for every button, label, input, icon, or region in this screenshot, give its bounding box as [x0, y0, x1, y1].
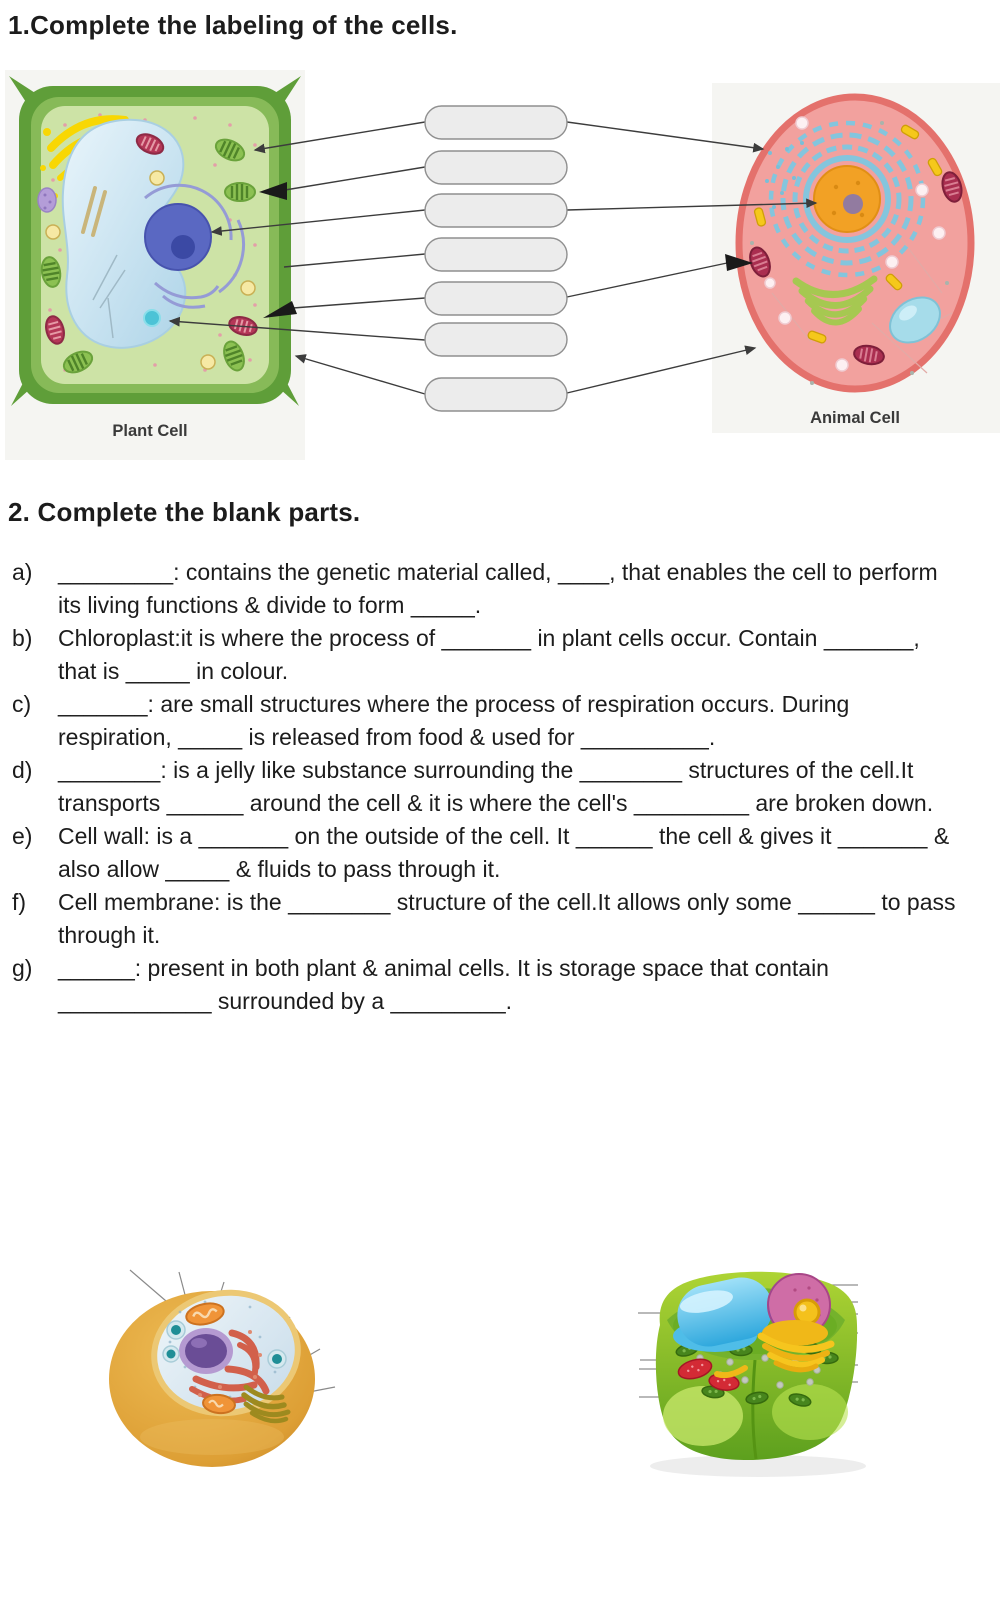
question-d	[12, 754, 964, 820]
answer-boxes	[425, 106, 567, 411]
question-text[interactable]: _________: contains the genetic material called, ____, that enables the cell to perform its living functions & divide to form _____.	[58, 559, 938, 618]
label-box-1[interactable]	[425, 106, 567, 139]
question-f	[12, 886, 964, 952]
question-letter: d)	[12, 757, 33, 783]
label-box-5[interactable]	[425, 282, 567, 315]
animal-cell-illustration	[712, 83, 1000, 433]
label-box-7[interactable]	[425, 378, 567, 411]
vacuole-dot	[144, 310, 160, 326]
page-title: 1.Complete the labeling of the cells.	[8, 10, 458, 40]
questions-list	[12, 556, 964, 1018]
question-letter: e)	[12, 823, 33, 849]
animal-cell-caption: Animal Cell	[810, 409, 900, 427]
plant-cell-caption: Plant Cell	[112, 422, 188, 440]
lysosome	[38, 188, 56, 212]
question-text[interactable]: ______: present in both plant & animal cells. It is storage space that contain ____________ surrounded by a _________.	[58, 955, 829, 1014]
line-box7-plant	[296, 356, 425, 394]
line-box4-plant	[284, 254, 425, 267]
question-letter: f)	[12, 889, 27, 915]
line-box5-animal	[567, 263, 727, 297]
question-text[interactable]: Cell membrane: is the ________ structure of the cell.It allows only some ______ to pass through it.	[58, 889, 956, 948]
membrane-highlight	[140, 1419, 284, 1455]
label-box-3[interactable]	[425, 194, 567, 227]
label-box-4[interactable]	[425, 238, 567, 271]
line-box5-plant	[293, 298, 425, 308]
question-e	[12, 820, 964, 886]
animal-cell-3d-figure	[100, 1237, 390, 1482]
question-text[interactable]: Chloroplast:it is where the process of _______ in plant cells occur. Contain _______, that is _____ in colour.	[58, 625, 920, 684]
line-box2-plant	[285, 167, 425, 190]
question-text[interactable]: _______: are small structures where the process of respiration occurs. During respiration, _____ is released from food & used for __________.	[58, 691, 850, 750]
question-letter: g)	[12, 955, 33, 981]
question-text[interactable]: ________: is a jelly like substance surrounding the ________ structures of the cell.It transports ______ around the cell & it is where the cell's _________ are broken down.	[58, 757, 934, 816]
label-box-2[interactable]	[425, 151, 567, 184]
question-letter: b)	[12, 625, 33, 651]
question-text[interactable]: Cell wall: is a _______ on the outside of the cell. It ______ the cell & gives it _______ & also allow _____ & fluids to pass through it.	[58, 823, 950, 882]
plant-cell-illustration	[5, 70, 305, 460]
section-2-heading: 2. Complete the blank parts.	[8, 497, 361, 527]
labeling-diagram	[0, 60, 1000, 472]
nucleus-3d	[179, 1328, 233, 1374]
nucleus	[145, 204, 211, 270]
plant-cell-3d-figure	[595, 1230, 1000, 1490]
question-letter: a)	[12, 559, 33, 585]
question-c	[12, 688, 964, 754]
question-a	[12, 556, 964, 622]
question-b	[12, 622, 964, 688]
cell-membrane	[739, 97, 971, 389]
nucleus	[814, 166, 880, 232]
label-box-6[interactable]	[425, 323, 567, 356]
question-g	[12, 952, 964, 1018]
question-letter: c)	[12, 691, 32, 717]
